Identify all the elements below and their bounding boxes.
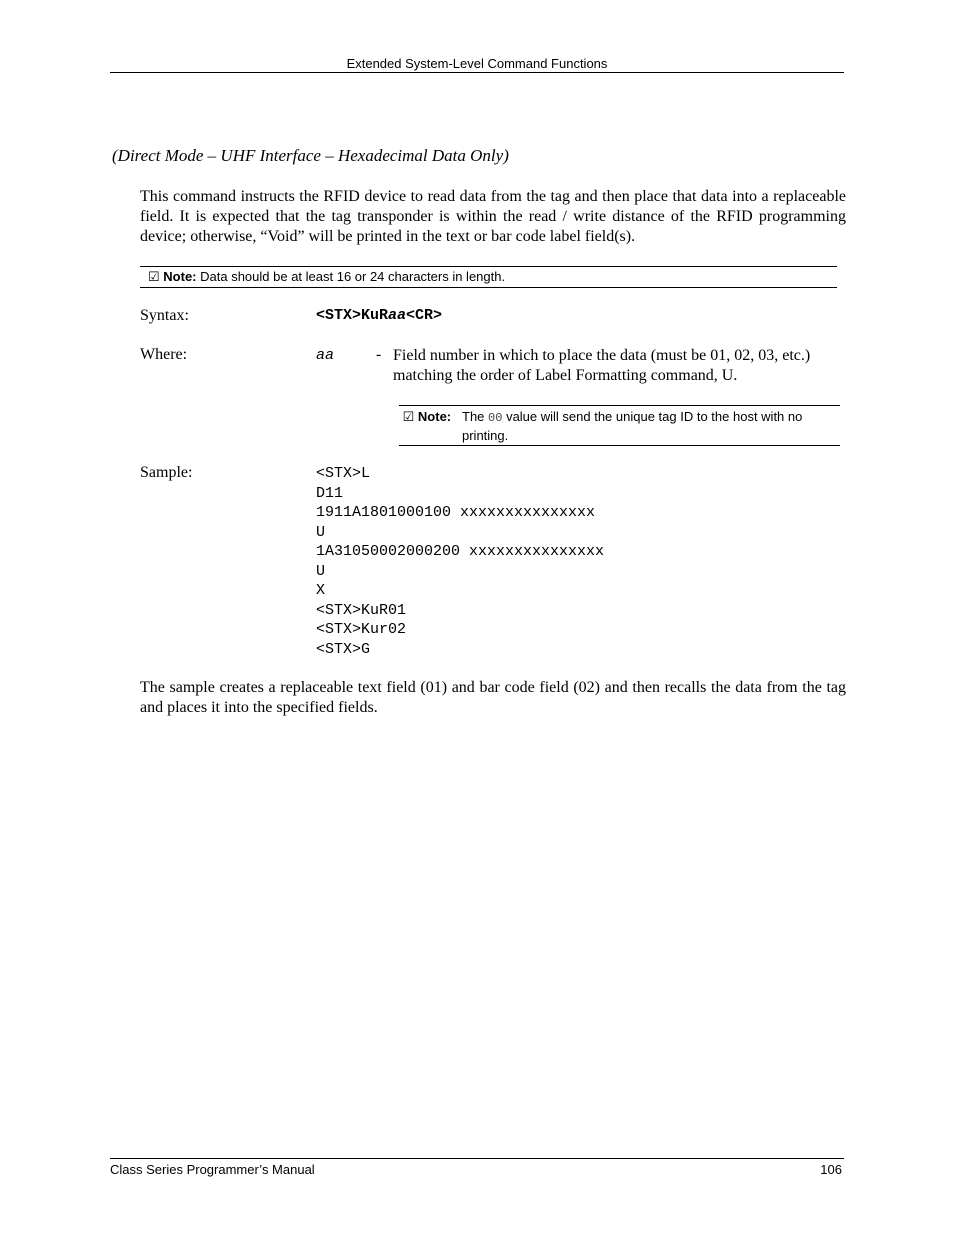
note-box-tag-id: [399, 405, 840, 446]
note-label: Note:: [163, 269, 197, 284]
running-header: Extended System-Level Command Functions: [346, 56, 608, 71]
syntax-prefix: <STX>KuR: [316, 307, 389, 324]
where-description: Field number in which to place the data (must be 01, 02, 03, etc.) matching the order of Label Formatting command, U.: [393, 347, 811, 384]
syntax-value: [316, 307, 442, 324]
code-line: X: [316, 582, 326, 599]
where-param: aa: [316, 347, 335, 364]
syntax-param: aa: [388, 307, 407, 324]
note-code: 00: [488, 411, 503, 425]
code-line: D11: [316, 484, 344, 502]
sample-label: Sample:: [140, 464, 193, 481]
footer-manual-title: Class Series Programmer’s Manual: [110, 1162, 315, 1177]
sample-code-block: [316, 464, 604, 659]
note-text-before: The: [462, 409, 485, 424]
syntax-label: Syntax:: [140, 307, 189, 324]
note-text-after: value will send the unique tag ID to the host with no printing.: [462, 409, 803, 443]
page-number: 106: [820, 1162, 842, 1177]
note-box-length: [140, 266, 837, 288]
note-label: Note:: [417, 409, 452, 424]
code-line: 1A31050002000200 xxxxxxxxxxxxxxx: [316, 543, 605, 560]
code-line: <STX>Kur02: [316, 621, 407, 638]
code-line: U: [316, 562, 326, 580]
code-line: U: [316, 523, 326, 541]
intro-paragraph: This command instructs the RFID device to read data from the tag and then place that data into a replaceable field. It is expected that the tag transponder is within the read / write distance of the RFID programming device; otherwise, “Void” will be printed in the text or bar code label field(s).: [140, 188, 846, 245]
checkbox-icon: ☑: [402, 409, 415, 424]
where-dash: -: [376, 346, 382, 363]
code-line: <STX>KuR01: [316, 601, 407, 619]
code-line: <STX>G: [316, 640, 371, 658]
footer-rule: [110, 1158, 844, 1159]
header-rule: [110, 72, 844, 73]
code-line: 1911A1801000100 xxxxxxxxxxxxxxx: [316, 504, 596, 521]
note-text: Data should be at least 16 or 24 characters in length.: [200, 269, 506, 284]
section-subtitle: (Direct Mode – UHF Interface – Hexadecimal Data Only): [112, 146, 509, 165]
checkbox-icon: ☑: [148, 269, 160, 284]
syntax-suffix: <CR>: [406, 307, 443, 324]
code-line: <STX>L: [316, 465, 371, 482]
where-label: Where:: [140, 346, 188, 363]
note-label-group: [399, 408, 462, 444]
summary-paragraph: The sample creates a replaceable text field (01) and bar code field (02) and then recalls the data from the tag and places it into the specified fields.: [140, 679, 846, 716]
note-text: [462, 408, 840, 444]
